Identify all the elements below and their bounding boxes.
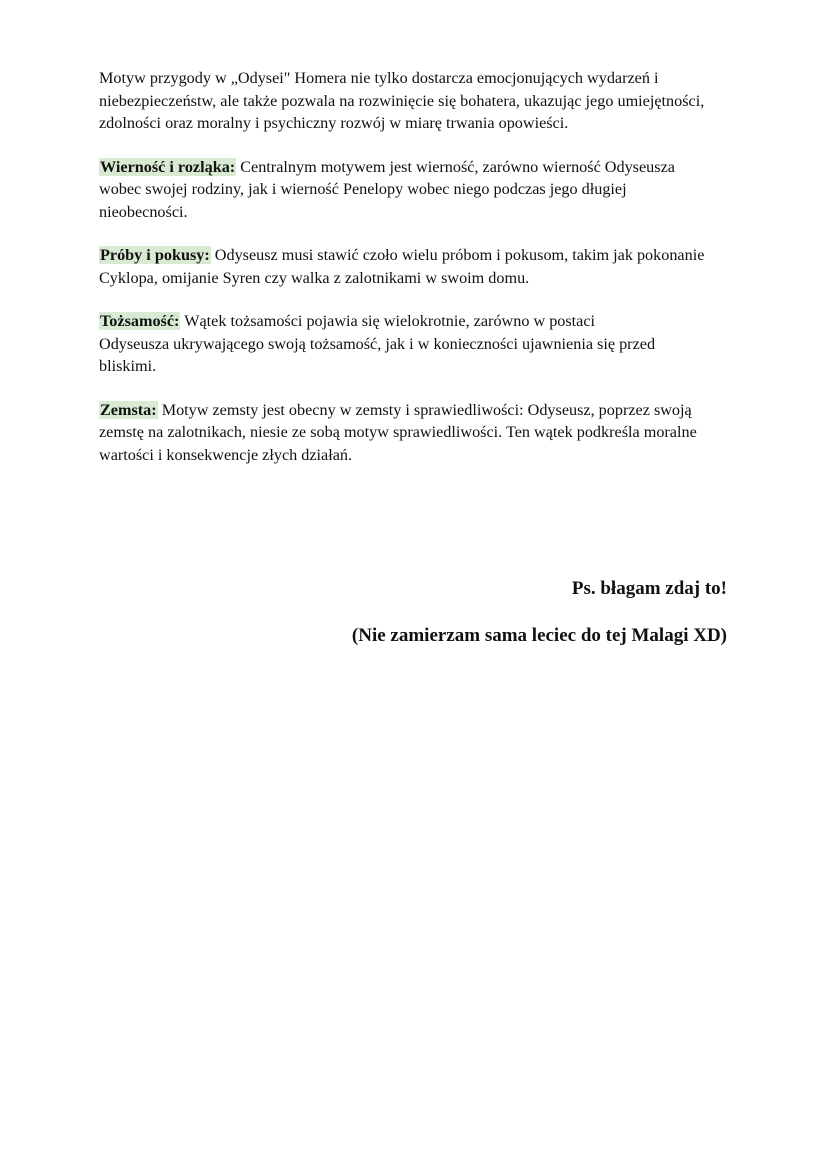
text-line	[99, 399, 739, 422]
highlighted-heading: Próby i pokusy:	[100, 246, 210, 264]
highlighted-heading: Wierność i rozląka:	[100, 157, 236, 176]
document-body	[99, 67, 739, 487]
text-line: Odyseusza ukrywającego swoją tożsamość, jak i w konieczności ujawnienia się przed	[99, 334, 656, 353]
text-line: nieobecności.	[99, 202, 188, 221]
text-line	[99, 244, 739, 267]
text-line	[99, 156, 739, 179]
text-line: bliskimi.	[99, 357, 157, 375]
text-run: Motyw zemsty jest obecny w zemsty i sprawiedliwości: Odyseusz, poprzez swoją	[157, 400, 692, 419]
text-run: Centralnym motywem jest wierność, zarówno wierność Odyseusza	[236, 157, 675, 176]
text-line: Cyklopa, omijanie Syren czy walka z zalotnikami w swoim domu.	[99, 268, 530, 287]
text-line	[99, 310, 739, 333]
postscript-line-1: Ps. błagam zdaj to!	[571, 578, 727, 599]
highlighted-heading: Tożsamość:	[100, 312, 180, 330]
paragraph-intro	[99, 67, 739, 135]
paragraph-zemsta	[99, 399, 739, 467]
text-line: zdolności oraz moralny i psychiczny rozwój w miarę trwania opowieści.	[99, 114, 569, 132]
paragraph-proby	[99, 244, 739, 289]
text-line: wartości i konsekwencje złych działań.	[99, 445, 353, 464]
paragraph-wiernosc	[99, 156, 739, 224]
text-run: Wątek tożsamości pojawia się wielokrotnie, zarówno w postaci	[180, 312, 596, 330]
paragraph-tozsamosc	[99, 310, 739, 378]
text-line: wobec swojej rodziny, jak i wierność Penelopy wobec niego podczas jego długiej	[99, 180, 627, 198]
highlighted-heading: Zemsta:	[100, 400, 157, 419]
text-run: Odyseusz musi stawić czoło wielu próbom i pokusom, takim jak pokonanie	[210, 246, 705, 264]
postscript-line-2: (Nie zamierzam sama leciec do tej Malagi XD)	[351, 625, 727, 646]
text-line: zemstę na zalotnikach, niesie ze sobą motyw sprawiedliwości. Ten wątek podkreśla moralne	[99, 423, 697, 441]
text-line: niebezpieczeństw, ale także pozwala na rozwinięcie się bohatera, ukazując jego umiejętności,	[99, 91, 705, 110]
text-line: Motyw przygody w „Odysei" Homera nie tylko dostarcza emocjonujących wydarzeń i	[99, 69, 659, 87]
